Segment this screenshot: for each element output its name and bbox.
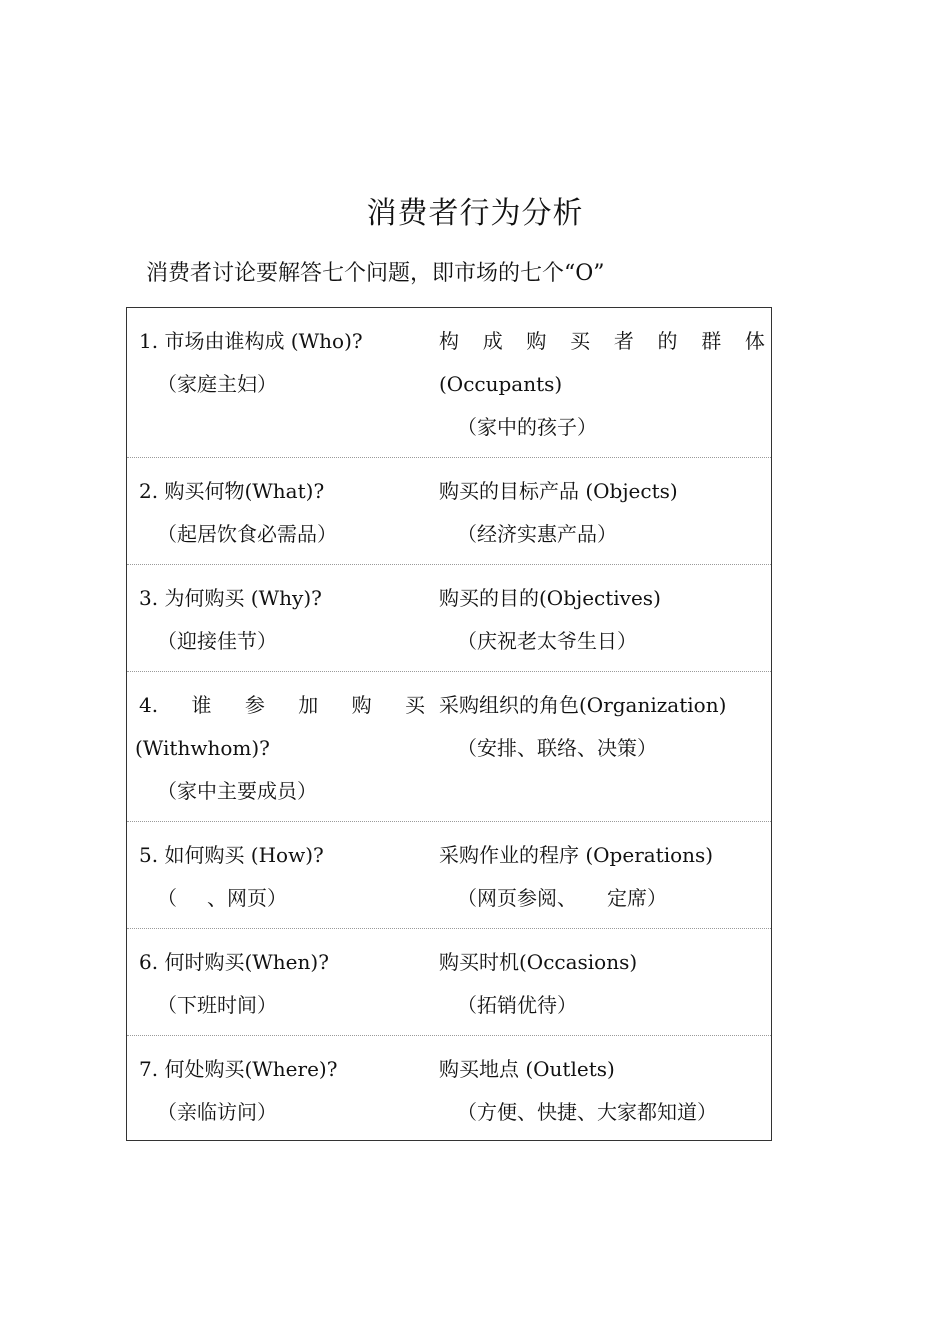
question-text: 7. 何处购买(Where)? — [139, 1057, 338, 1081]
question-char: 购 — [351, 693, 372, 717]
answer-example: （安排、联络、决策） — [457, 736, 657, 760]
answer-example: （方便、快捷、大家都知道） — [457, 1100, 717, 1124]
question-example: （家中主要成员） — [157, 779, 317, 803]
answer-char: 群 — [701, 329, 722, 353]
question-example-end: 、网页） — [207, 886, 287, 910]
question-cell — [139, 320, 425, 406]
answer-example: （庆祝老太爷生日） — [457, 629, 637, 653]
question-example: （迎接佳节） — [157, 629, 277, 653]
answer-cell — [439, 684, 765, 770]
answer-char: 的 — [657, 329, 678, 353]
question-text: 3. 为何购买 (Why)? — [139, 586, 322, 610]
answer-text: 采购组织的角色(Organization) — [439, 693, 727, 717]
answer-text: 购买地点 (Outlets) — [439, 1057, 615, 1081]
question-example-start: （ — [157, 886, 177, 910]
answer-cell — [439, 577, 765, 663]
table-row — [127, 308, 771, 458]
answer-example — [439, 877, 765, 920]
table-row — [127, 1036, 771, 1140]
question-cell — [139, 834, 425, 920]
answer-example-end: 定席） — [607, 886, 667, 910]
question-cell — [139, 470, 425, 556]
question-cell — [139, 1048, 425, 1134]
answer-char: 体 — [744, 329, 765, 353]
question-example: （家庭主妇） — [157, 372, 277, 396]
question-char: 买 — [404, 693, 425, 717]
table-row — [127, 672, 771, 822]
answer-example: （家中的孩子） — [457, 415, 597, 439]
answer-cell — [439, 941, 765, 1027]
answer-text: 购买的目的(Objectives) — [439, 586, 661, 610]
question-text: 2. 购买何物(What)? — [139, 479, 325, 503]
answer-text — [439, 320, 765, 363]
seven-o-table — [126, 307, 772, 1141]
answer-char: 者 — [613, 329, 634, 353]
table-row — [127, 565, 771, 672]
answer-char: 买 — [570, 329, 591, 353]
answer-cell — [439, 320, 765, 449]
question-cell — [139, 577, 425, 663]
question-text — [139, 684, 425, 727]
answer-cell — [439, 470, 765, 556]
answer-char: 构 — [439, 329, 459, 353]
question-char: 4. — [139, 693, 159, 717]
table-row — [127, 929, 771, 1036]
answer-cell — [439, 1048, 765, 1134]
answer-text: 购买时机(Occasions) — [439, 950, 638, 974]
table-row — [127, 458, 771, 565]
question-example: （起居饮食必需品） — [157, 522, 337, 546]
question-char: 谁 — [191, 693, 212, 717]
question-cell — [135, 684, 425, 813]
answer-text-continued: (Occupants) — [439, 372, 563, 396]
answer-text: 采购作业的程序 (Operations) — [439, 843, 714, 867]
question-char: 参 — [244, 693, 265, 717]
answer-example: （经济实惠产品） — [457, 522, 617, 546]
page-title: 消费者行为分析 — [366, 196, 584, 231]
question-text: 6. 何时购买(When)? — [139, 950, 329, 974]
answer-char: 成 — [482, 329, 503, 353]
page-subtitle: 消费者讨论要解答七个问题，即市场的七个“O” — [146, 261, 605, 286]
question-cell — [139, 941, 425, 1027]
question-example: （下班时间） — [157, 993, 277, 1017]
question-text-continued: (Withwhom)? — [135, 736, 270, 760]
table-row — [127, 822, 771, 929]
question-text: 5. 如何购买 (How)? — [139, 843, 324, 867]
question-text: 1. 市场由谁构成 (Who)? — [139, 329, 363, 353]
question-example — [139, 877, 425, 920]
answer-text: 购买的目标产品 (Objects) — [439, 479, 678, 503]
answer-cell — [439, 834, 765, 920]
question-example: （亲临访问） — [157, 1100, 277, 1124]
answer-example: （拓销优待） — [457, 993, 577, 1017]
question-char: 加 — [298, 693, 319, 717]
answer-example-start: （网页参阅、 — [457, 886, 577, 910]
answer-char: 购 — [526, 329, 547, 353]
